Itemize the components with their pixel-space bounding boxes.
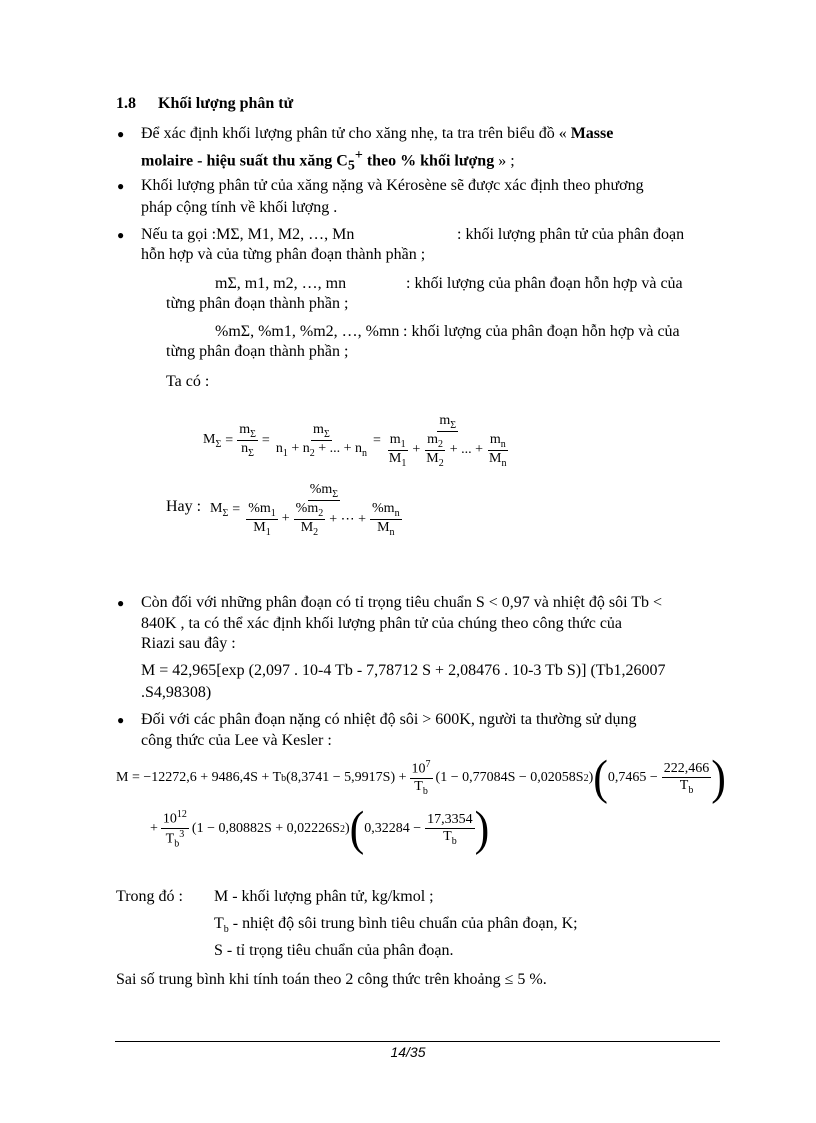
- definition-tb: $T_b$ - nhiệt độ sôi trung bình tiêu chuẩn của phân đoạn, K;: [214, 915, 578, 936]
- bullet-1-text: Để xác định khối lượng phân tử cho xăng nhẹ, ta tra trên biểu đồ «: [141, 125, 567, 142]
- percent-desc-2: từng phân đoạn thành phần ;: [166, 343, 349, 360]
- bullet-4-line-3: Riazi sau đây :: [141, 635, 236, 652]
- chart-name-a: molaire - hiệu suất thu xăng C: [141, 152, 348, 170]
- lk-fraction-1: $\frac{10^7}{T_b}$: [411, 759, 431, 797]
- open-paren: (: [593, 750, 608, 805]
- hay-label: Hay :: [166, 498, 202, 515]
- page-number: 14/35: [390, 1044, 426, 1060]
- bullet-3-line-2: hỗn hợp và của từng phân đoạn thành phần ;: [141, 246, 426, 263]
- lk-plus: +: [150, 821, 158, 836]
- lee-kesler-formula-line-2: + $\frac{10^{12}}{T_b^3}$ (1 − 0,80882S + 0,02226S 2 ) ( 0,32284 − $\frac{17,3354}{T_b}$ ): [150, 801, 490, 856]
- bullet-3-symbols: Nếu ta gọi :MΣ, M1, M2, …, Mn: [141, 226, 355, 243]
- lk-part-1: M = −12272,6 + 9486,4S + T: [116, 770, 282, 785]
- bullet-4-line-1: Còn đối với những phân đoạn có tỉ trọng tiêu chuẩn S < 0,97 và nhiệt độ sôi Tb <: [141, 594, 663, 611]
- error-note: Sai số trung bình khi tính toán theo 2 công thức trên khoảng ≤ 5 %.: [116, 971, 547, 988]
- footer-rule: [115, 1041, 720, 1042]
- bullet-2-line-1: Khối lượng phân tử của xăng nặng và Kérosène sẽ được xác định theo phương: [141, 177, 644, 194]
- definition-s: S - tỉ trọng tiêu chuẩn của phân đoạn.: [214, 942, 454, 959]
- close-paren: ): [711, 750, 726, 805]
- bullet-2-line-2: pháp cộng tính về khối lượng .: [141, 199, 338, 216]
- lk-sub: b: [281, 772, 287, 784]
- definition-m: M - khối lượng phân tử, kg/kmol ;: [214, 888, 434, 905]
- mass-symbols: mΣ, m1, m2, …, mn: [215, 275, 347, 292]
- bullet-4-line-2: 840K , ta có thể xác định khối lượng phân tử của chúng theo công thức của: [141, 615, 623, 632]
- percent-desc: : khối lượng của phân đoạn hỗn hợp và của: [403, 323, 680, 340]
- lk-part-3: 0,7465 −: [607, 770, 658, 785]
- section-title: Khối lượng phân tử: [158, 95, 294, 112]
- lee-kesler-formula-line-1: M = −12272,6 + 9486,4S + T b (8,3741 − 5,9917S) + $\frac{10^7}{T_b}$ (1 − 0,77084S − 0,02058S 2 ) ( 0,7465 − $\frac{222,466}{T_b}$ ): [116, 750, 726, 805]
- mass-desc: : khối lượng của phân đoạn hỗn hợp và của: [406, 275, 683, 292]
- lk-part-4: (1 − 0,80882S + 0,02226S: [191, 821, 340, 836]
- lk-fraction-3: $\frac{10^{12}}{T_b^3}$: [162, 808, 187, 850]
- ta-co-label: Ta có :: [166, 373, 210, 390]
- bullet-dot: ●: [117, 127, 125, 141]
- lk-fraction-4: $\frac{17,3354}{T_b}$: [427, 811, 473, 847]
- bullet-1-bold: Masse: [570, 125, 614, 142]
- lk-part-2: (1 − 0,77084S − 0,02058S: [435, 770, 584, 785]
- bullet-3-desc: : khối lượng phân tử của phân đoạn: [457, 226, 685, 243]
- bullet-dot: ●: [117, 596, 125, 610]
- chart-name-end: » ;: [494, 152, 515, 170]
- definitions-label: Trong đó :: [116, 888, 183, 905]
- bullet-1-line-1: [141, 124, 721, 144]
- riazi-formula-line-2: .S4,98308): [141, 684, 212, 701]
- bullet-dot: ●: [117, 179, 125, 193]
- formula-msigma-definition: $M_\Sigma$ = $\frac{m_\Sigma}{n_\Sigma}$ = $\frac{m_\Sigma}{n_1 + n_2 + ... + n_n}$ = $m_\Sigma$ $\frac{m_1}{M_1}$ + $\frac{m_2}{M_2}$ + ... + $\frac{m_n}{M_n}$: [203, 413, 507, 469]
- section-number: 1.8: [116, 95, 136, 112]
- bullet-dot: ●: [117, 228, 125, 242]
- bullet-5-line-1: Đối với các phân đoạn nặng có nhiệt độ sôi > 600K, người ta thường sử dụng: [141, 711, 637, 728]
- riazi-formula-line-1: M = 42,965[exp (2,097 . 10-4 Tb - 7,78712 S + 2,08476 . 10-3 Tb S)] (Tb1,26007: [141, 662, 666, 679]
- c5-sup: +: [354, 148, 363, 163]
- section-heading: [116, 94, 293, 114]
- lk-fraction-2: $\frac{222,466}{T_b}$: [663, 760, 710, 796]
- bullet-dot: ●: [117, 713, 125, 727]
- open-paren: (: [349, 801, 365, 856]
- close-paren: ): [474, 801, 490, 856]
- formula-msigma-percent: $M_\Sigma$ = $\%m_\Sigma$ $\frac{\%m_1}{M_1}$ + $\frac{\%m_2}{M_2}$ + ⋯ + $\frac{\%m_n}{M_n}$: [210, 482, 400, 538]
- lk-part-1b: (8,3741 − 5,9917S) +: [286, 770, 407, 785]
- mass-desc-2: từng phân đoạn thành phần ;: [166, 295, 349, 312]
- bullet-1-line-2: [141, 146, 515, 177]
- chart-name-b: theo % khối lượng: [362, 152, 495, 170]
- lk-part-5: 0,32284 −: [364, 821, 422, 836]
- percent-symbols: %mΣ, %m1, %m2, …, %mn: [215, 323, 400, 340]
- c5-sub: 5: [347, 158, 355, 174]
- bullet-5-line-2: công thức của Lee và Kesler :: [141, 732, 332, 749]
